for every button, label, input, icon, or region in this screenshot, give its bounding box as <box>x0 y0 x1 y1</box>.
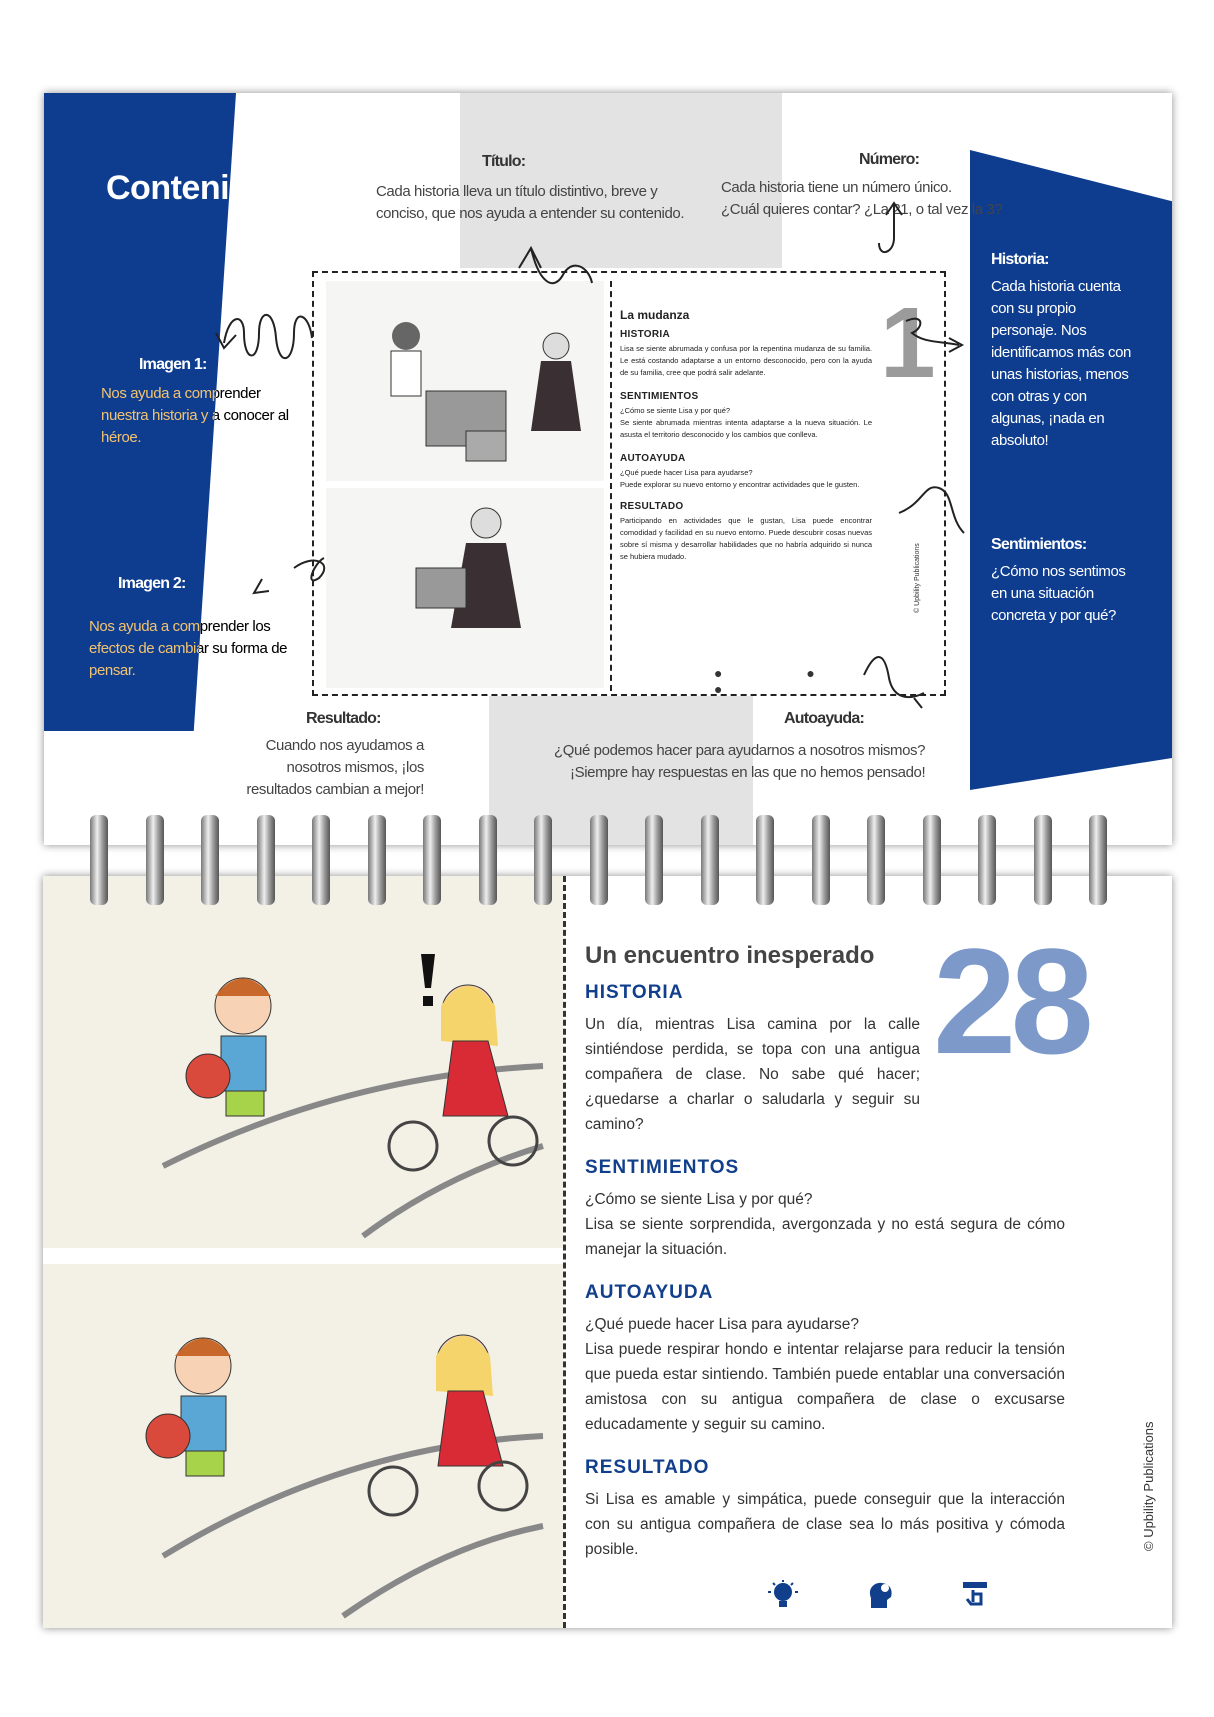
numero-line1: Cada historia tiene un número único. <box>721 179 952 196</box>
sample-copyright: © Upbility Publications <box>914 543 921 613</box>
historia-heading: HISTORIA <box>585 982 684 1003</box>
sample-auto: Puede explorar su nuevo entorno y encontrar actividades que le gusten. <box>620 480 860 489</box>
sample-auto-heading: AUTOAYUDA <box>620 453 686 464</box>
sentimientos-label: Sentimientos: <box>991 536 1087 553</box>
binding-ring <box>812 815 830 905</box>
binding-ring <box>479 815 497 905</box>
hand-pointer-icon <box>961 1580 991 1610</box>
sample-number: 1 <box>880 287 936 399</box>
autoayuda-heading: AUTOAYUDA <box>585 1282 714 1303</box>
binding-ring <box>534 815 552 905</box>
binding-ring <box>312 815 330 905</box>
titulo-label: Título: <box>482 153 526 170</box>
page-title: Contenido... <box>106 169 297 207</box>
historia-text: Cada historia cuenta con su propio personaje. Nos identificamos más con unas historias, menos con otras y con algunas, ¡nada en absoluto! <box>991 278 1131 449</box>
binding-ring <box>923 815 941 905</box>
binding-ring <box>1034 815 1052 905</box>
sample-res-heading: RESULTADO <box>620 501 684 512</box>
copyright: © Upbility Publications <box>1141 1421 1156 1551</box>
sample-sent: Se siente abrumada mientras intenta adaptarse a la nueva situación. Le asusta el territorio desconocido y los cambios que conlleva. <box>620 418 872 439</box>
story-number: 28 <box>933 917 1088 1085</box>
binding-ring <box>257 815 275 905</box>
autoayuda-line2: ¡Siempre hay respuestas en las que no hemos pensado! <box>570 764 926 781</box>
resultado-text: Si Lisa es amable y simpática, puede conseguir que la interacción con su antigua compañera de clase sea lo más positiva y cómoda posible. <box>585 1491 1065 1558</box>
story-illustrations <box>43 876 563 1628</box>
story-content <box>585 942 1065 1562</box>
exclamation-mark <box>421 954 435 1006</box>
sentimientos-text: ¿Cómo nos sentimos en una situación concreta y por qué? <box>991 563 1126 624</box>
historia-text: Un día, mientras Lisa camina por la calle sintiéndose perdida, se topa con una antigua compañera de clase. No sabe qué hacer; ¿quedarse a charlar o saludarla y seguir su camino? <box>585 1016 920 1133</box>
autoayuda-line1: ¿Qué podemos hacer para ayudarnos a nosotros mismos? <box>554 742 926 759</box>
binding-ring <box>90 815 108 905</box>
lightbulb-icon <box>768 1580 798 1610</box>
binding-ring <box>368 815 386 905</box>
sentimientos-question: ¿Cómo se siente Lisa y por qué? <box>585 1191 813 1208</box>
sentimientos-heading: SENTIMIENTOS <box>585 1157 740 1178</box>
binding-ring <box>867 815 885 905</box>
binding-ring <box>201 815 219 905</box>
page-divider <box>563 876 566 1628</box>
sample-icons: ● ● ● <box>714 665 855 697</box>
sample-title: La mudanza <box>620 308 690 322</box>
illustration-panel <box>43 876 563 1628</box>
squiggle-arrows <box>44 93 1172 845</box>
binding-ring <box>590 815 608 905</box>
autoayuda-text: Lisa puede respirar hondo e intentar relajarse para reducir la tensión que pueda estar sintiendo. También puede entablar una conversación amistosa con su antigua compañera de clase o excusarse educadamente y seguir su camino. <box>585 1341 1065 1433</box>
resultado-text: Cuando nos ayudamos a nosotros mismos, ¡los resultados cambian a mejor! <box>246 737 424 798</box>
binding-ring <box>978 815 996 905</box>
imagen2-text: Nos ayuda a comprender los efectos de cambiar su forma de pensar. <box>89 618 288 679</box>
resultado-label: Resultado: <box>306 710 381 727</box>
sentimientos-text: Lisa se siente sorprendida, avergonzada y no está segura de cómo manejar la situación. <box>585 1216 1065 1258</box>
sample-sent-question: ¿Cómo se siente Lisa y por qué? <box>620 406 731 415</box>
historia-label: Historia: <box>991 251 1049 268</box>
sample-auto-question: ¿Qué puede hacer Lisa para ayudarse? <box>620 468 753 477</box>
binding-ring <box>1089 815 1107 905</box>
imagen1-label: Imagen 1: <box>139 356 207 373</box>
sample-res: Participando en actividades que le gustan, Lisa puede encontrar comodidad y facilidad en su nuevo entorno. Puede descubrir cosas nuevas sobre sí misma y desarrollar habilidades que no habría adquirido si nunca se hubiera mudado. <box>620 516 872 561</box>
overview-page <box>44 93 1172 845</box>
imagen1-text: Nos ayuda a comprender nuestra historia y a conocer al héroe. <box>101 385 289 446</box>
binding-ring <box>645 815 663 905</box>
binding-ring <box>146 815 164 905</box>
numero-line2: ¿Cuál quieres contar? ¿La 21, o tal vez la 3? <box>721 201 1003 218</box>
numero-label: Número: <box>859 151 920 168</box>
head-gears-icon <box>865 1580 895 1610</box>
autoayuda-label: Autoayuda: <box>784 710 865 727</box>
sample-sent-heading: SENTIMIENTOS <box>620 391 699 402</box>
imagen2-label: Imagen 2: <box>118 575 186 592</box>
sample-historia: Lisa se siente abrumada y confusa por la repentina mudanza de su familia. Le está costando adaptarse a un entorno desconocido, pero con la ayuda de su familia, cree que podrá salir adelante. <box>620 344 872 377</box>
story-title: Un encuentro inesperado <box>585 942 875 969</box>
binding-ring <box>423 815 441 905</box>
sample-historia-heading: HISTORIA <box>620 329 670 340</box>
binding-ring <box>756 815 774 905</box>
titulo-text: Cada historia lleva un título distintivo, breve y conciso, que nos ayuda a entender su contenido. <box>376 183 685 222</box>
story-page <box>43 876 1172 1628</box>
binding-ring <box>701 815 719 905</box>
autoayuda-question: ¿Qué puede hacer Lisa para ayudarse? <box>585 1316 860 1333</box>
resultado-heading: RESULTADO <box>585 1457 710 1478</box>
